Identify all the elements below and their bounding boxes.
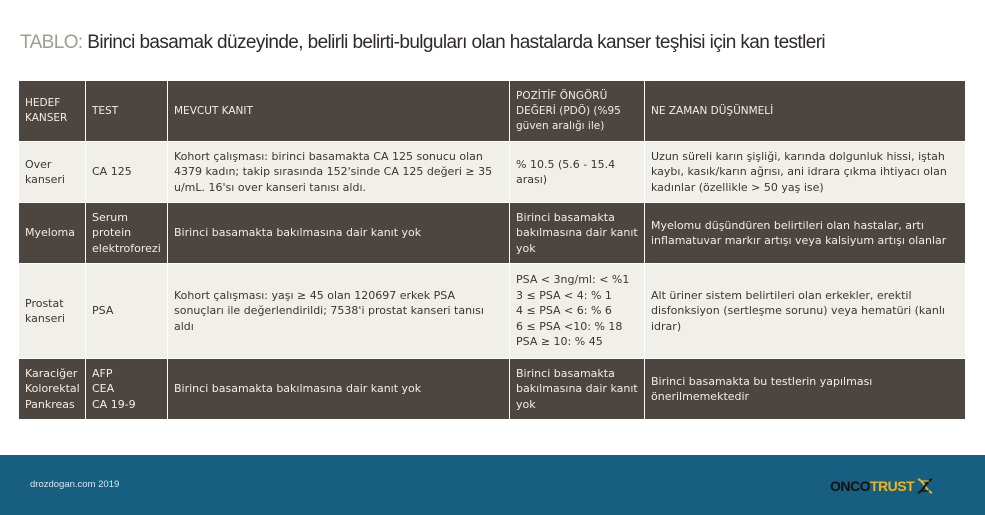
header-evidence: MEVCUT KANIT — [168, 81, 510, 142]
table-row — [19, 264, 966, 359]
footer-bar — [0, 455, 985, 515]
footer-site: drozdogan.com 2019 — [30, 479, 120, 490]
cell-evidence: Birinci basamakta bakılmasına dair kanıt yok — [168, 359, 510, 420]
cell-test — [86, 359, 168, 420]
cell-target — [19, 359, 86, 420]
test-line: AFP — [92, 366, 113, 380]
table-header-row — [19, 81, 966, 142]
cell-target: Myeloma — [19, 203, 86, 264]
header-ppv: POZİTİF ÖNGÖRÜ DEĞERİ (PDÖ) (%95 güven aralığı ile) — [510, 81, 645, 142]
page-title — [20, 32, 825, 54]
cell-evidence: Kohort çalışması: birinci basamakta CA 125 sonucu olan 4379 kadın; takip sırasında 152'sinde CA 125 değeri ≥ 35 u/mL. 16'sı over kanseri tanısı aldı. — [168, 142, 510, 203]
logo-onco-text: ONCO — [830, 478, 870, 494]
cell-test: Serum protein elektroforezi — [86, 203, 168, 264]
cell-ppv: Birinci basamakta bakılmasına dair kanıt yok — [510, 203, 645, 264]
cell-evidence: Birinci basamakta bakılmasına dair kanıt yok — [168, 203, 510, 264]
title-text: Birinci basamak düzeyinde, belirli belirti-bulguları olan hastalarda kanser teşhisi için kan testleri — [82, 32, 826, 53]
header-test: TEST — [86, 81, 168, 142]
test-line: CA 19-9 — [92, 397, 136, 411]
ppv-line: PSA ≥ 10: % 45 — [516, 335, 603, 349]
cell-when: Birinci basamakta bu testlerin yapılması önerilmemektedir — [645, 359, 966, 420]
logo-trust-text: TRUST — [870, 478, 915, 494]
cell-when: Myelomu düşündüren belirtileri olan hastalar, artı inflamatuvar markır artışı veya kalsiyum artışı olanlar — [645, 203, 966, 264]
cell-ppv: % 10.5 (5.6 - 15.4 arası) — [510, 142, 645, 203]
target-line: Pankreas — [25, 397, 75, 411]
ppv-line: PSA < 3ng/ml: < %1 — [516, 273, 630, 287]
target-line: Karaciğer — [25, 366, 78, 380]
cell-test: PSA — [86, 264, 168, 359]
dna-helix-icon — [915, 476, 935, 496]
header-target: HEDEF KANSER — [19, 81, 86, 142]
cell-ppv: Birinci basamakta bakılmasına dair kanıt yok — [510, 359, 645, 420]
ppv-line: 3 ≤ PSA < 4: % 1 — [516, 288, 612, 302]
cell-target: Prostat kanseri — [19, 264, 86, 359]
ppv-line: 6 ≤ PSA <10: % 18 — [516, 319, 623, 333]
cell-when: Alt üriner sistem belirtileri olan erkekler, erektil disfonksiyon (sertleşme sorunu) veya hematüri (kanlı idrar) — [645, 264, 966, 359]
cell-when: Uzun süreli karın şişliği, karında dolgunluk hissi, iştah kaybı, kasık/karın ağrısı, ani idrara çıkma ihtiyacı olan kadınlar (özellikle > 50 yaş ise) — [645, 142, 966, 203]
cell-ppv — [510, 264, 645, 359]
cell-evidence: Kohort çalışması: yaşı ≥ 45 olan 120697 erkek PSA sonuçları ile değerlendirildi; 7538'i prostat kanseri tanısı aldı — [168, 264, 510, 359]
header-when: NE ZAMAN DÜŞÜNMELİ — [645, 81, 966, 142]
test-line: CEA — [92, 382, 115, 396]
ppv-line: 4 ≤ PSA < 6: % 6 — [516, 304, 612, 318]
oncotrust-logo — [830, 475, 935, 497]
table-row — [19, 203, 966, 264]
cell-test: CA 125 — [86, 142, 168, 203]
title-prefix: TABLO: — [20, 32, 83, 53]
table-row — [19, 359, 966, 420]
target-line: Kolorektal — [25, 382, 80, 396]
cancer-test-table — [18, 80, 966, 420]
table-row — [19, 142, 966, 203]
cell-target: Over kanseri — [19, 142, 86, 203]
